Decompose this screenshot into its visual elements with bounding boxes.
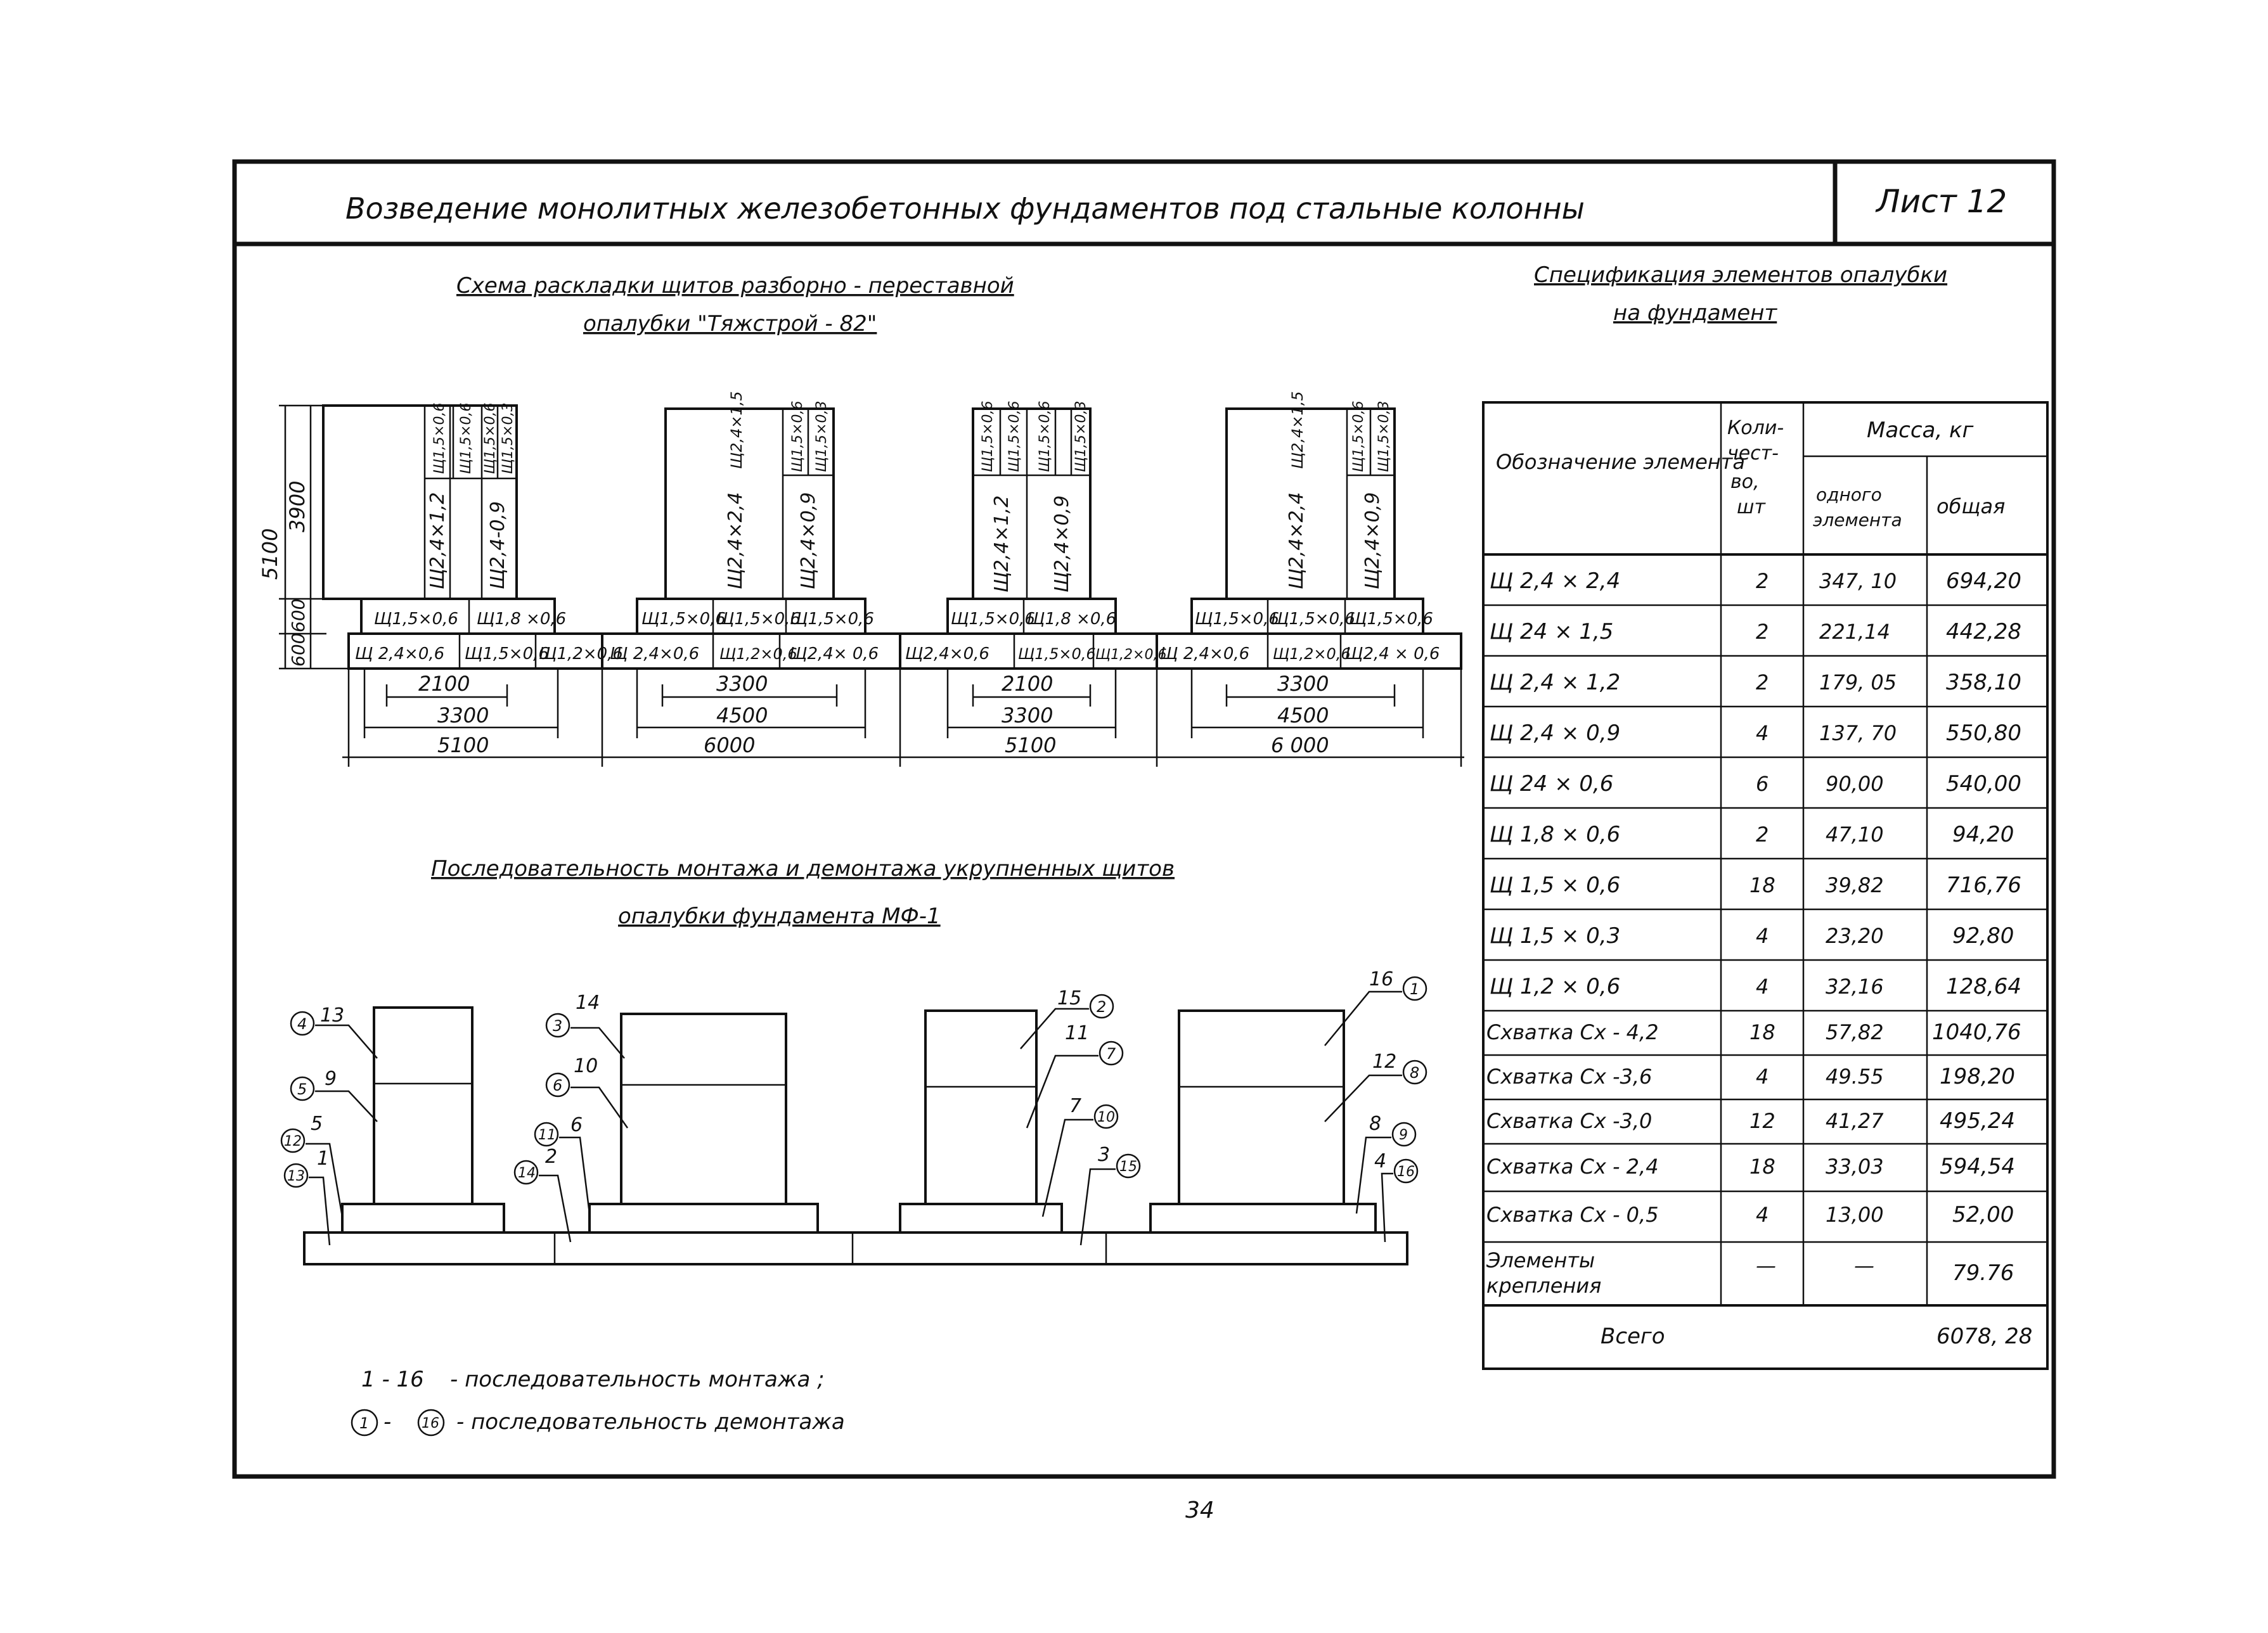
- svg-text:79.76: 79.76: [1952, 1260, 2014, 1286]
- svg-text:во,: во,: [1730, 471, 1760, 493]
- svg-text:Щ1,5×0,3: Щ1,5×0,3: [1073, 400, 1089, 472]
- svg-text:Щ2,4×1,2: Щ2,4×1,2: [427, 492, 449, 589]
- svg-text:3300: 3300: [437, 703, 489, 727]
- svg-text:Щ1,8 ×0,6: Щ1,8 ×0,6: [477, 610, 567, 629]
- svg-text:1: 1: [359, 1414, 370, 1432]
- svg-text:элемента: элемента: [1813, 509, 1902, 530]
- svg-text:3300: 3300: [1002, 703, 1053, 727]
- svg-text:49.55: 49.55: [1826, 1065, 1884, 1089]
- svg-text:550,80: 550,80: [1946, 720, 2021, 746]
- svg-text:5: 5: [311, 1113, 323, 1135]
- svg-text:Элементы: Элементы: [1486, 1248, 1595, 1272]
- svg-text:4: 4: [1374, 1150, 1387, 1172]
- svg-text:Щ2,4×0,9: Щ2,4×0,9: [797, 492, 820, 589]
- svg-text:Щ1,5×0,6: Щ1,5×0,6: [980, 400, 996, 472]
- svg-text:14: 14: [576, 992, 600, 1014]
- svg-text:92,80: 92,80: [1952, 923, 2014, 949]
- svg-text:Щ1,5×0,3: Щ1,5×0,3: [814, 400, 830, 472]
- svg-text:Схватка Сх -3,6: Схватка Сх -3,6: [1486, 1065, 1653, 1089]
- svg-text:Щ1,5×0,6: Щ1,5×0,6: [1195, 610, 1279, 629]
- svg-text:347, 10: 347, 10: [1819, 569, 1897, 593]
- svg-text:2: 2: [1756, 670, 1769, 695]
- svg-text:Щ 24 × 0,6: Щ 24 × 0,6: [1490, 771, 1614, 797]
- svg-text:Схватка Сх - 0,5: Схватка Сх - 0,5: [1486, 1203, 1659, 1227]
- sequence-callouts-block-1: [281, 1004, 377, 1245]
- svg-text:5100: 5100: [1005, 733, 1057, 757]
- svg-text:4500: 4500: [1277, 703, 1329, 727]
- svg-text:221,14: 221,14: [1819, 620, 1890, 644]
- svg-text:2: 2: [1756, 823, 1769, 847]
- svg-text:Щ1,5×0,6: Щ1,5×0,6: [432, 402, 448, 474]
- svg-text:4: 4: [1756, 1203, 1769, 1227]
- svg-text:Щ1,5×0,6: Щ1,5×0,6: [1271, 610, 1355, 629]
- page-number: 34: [1185, 1497, 1215, 1523]
- svg-text:52,00: 52,00: [1952, 1202, 2014, 1227]
- svg-text:Щ1,5×0,6: Щ1,5×0,6: [1037, 400, 1053, 472]
- svg-text:39,82: 39,82: [1826, 873, 1884, 897]
- svg-text:6: 6: [570, 1114, 583, 1136]
- svg-text:Щ2,4×0,6: Щ2,4×0,6: [905, 644, 989, 663]
- svg-text:Щ 1,2 × 0,6: Щ 1,2 × 0,6: [1490, 974, 1621, 999]
- svg-text:1: 1: [1410, 980, 1420, 998]
- scheme-block-1: [323, 403, 623, 669]
- svg-text:716,76: 716,76: [1946, 873, 2021, 898]
- svg-text:Щ2,4×0,9: Щ2,4×0,9: [1051, 495, 1073, 592]
- horizontal-dimensions: [342, 669, 1464, 767]
- svg-text:Щ2,4 × 0,6: Щ2,4 × 0,6: [1345, 644, 1440, 663]
- svg-text:Щ 2,4×0,6: Щ 2,4×0,6: [355, 644, 445, 663]
- scheme-title-line1: Схема раскладки щитов разборно - переставной: [456, 273, 1014, 298]
- svg-text:16: 16: [1369, 968, 1394, 990]
- svg-text:15: 15: [1057, 987, 1082, 1009]
- svg-text:Щ1,5×0,3: Щ1,5×0,3: [500, 402, 516, 474]
- svg-text:18: 18: [1749, 873, 1775, 897]
- svg-text:137, 70: 137, 70: [1819, 721, 1897, 745]
- svg-text:Щ2,4×2,4: Щ2,4×2,4: [725, 492, 747, 589]
- svg-text:Щ1,5×0,6: Щ1,5×0,6: [790, 610, 874, 629]
- svg-text:5100: 5100: [437, 733, 489, 757]
- svg-text:13,00: 13,00: [1826, 1203, 1884, 1227]
- svg-text:4500: 4500: [716, 703, 768, 727]
- scheme-block-4: [1157, 391, 1461, 669]
- svg-text:2100: 2100: [418, 672, 470, 696]
- svg-text:90,00: 90,00: [1826, 772, 1884, 796]
- dim-600-upper: 600: [288, 598, 309, 632]
- svg-text:128,64: 128,64: [1946, 974, 2021, 999]
- svg-text:5: 5: [297, 1080, 307, 1098]
- svg-text:47,10: 47,10: [1826, 823, 1884, 847]
- dim-5100-vertical: 5100: [258, 528, 282, 580]
- svg-text:4: 4: [1756, 975, 1769, 999]
- spec-table-header: [1496, 417, 2005, 530]
- svg-text:Щ1,5×0,6: Щ1,5×0,6: [465, 644, 549, 663]
- svg-text:3: 3: [553, 1017, 563, 1035]
- svg-text:-: -: [383, 1409, 392, 1435]
- svg-text:Схватка Сх -3,0: Схватка Сх -3,0: [1486, 1109, 1653, 1133]
- svg-text:общая: общая: [1936, 494, 2006, 518]
- svg-text:Щ2,4×0,9: Щ2,4×0,9: [1362, 492, 1384, 589]
- svg-text:540,00: 540,00: [1946, 771, 2021, 797]
- svg-text:4: 4: [1756, 924, 1769, 948]
- svg-text:—: —: [1756, 1253, 1776, 1278]
- sequence-title-line1: Последовательность монтажа и демонтажа укрупненных щитов: [431, 856, 1175, 881]
- svg-text:Щ2,4-0,9: Щ2,4-0,9: [487, 501, 509, 589]
- svg-text:крепления: крепления: [1486, 1274, 1602, 1298]
- svg-text:16: 16: [1397, 1164, 1415, 1180]
- svg-text:18: 18: [1749, 1155, 1775, 1179]
- svg-text:Масса, кг: Масса, кг: [1867, 418, 1974, 443]
- svg-text:Щ2,4×1,5: Щ2,4×1,5: [728, 391, 745, 469]
- sheet-frame: [235, 162, 2054, 1476]
- svg-text:1 - 16: 1 - 16: [361, 1367, 424, 1392]
- spec-title-line1: Спецификация элементов опалубки: [1534, 262, 1948, 288]
- svg-text:9: 9: [325, 1068, 337, 1090]
- svg-text:6: 6: [553, 1077, 563, 1094]
- svg-text:2100: 2100: [1002, 672, 1053, 696]
- svg-text:Щ 2,4 × 2,4: Щ 2,4 × 2,4: [1490, 568, 1621, 594]
- svg-text:Щ1,5×0,6: Щ1,5×0,6: [458, 402, 474, 474]
- svg-text:- последовательность демонтажа: - последовательность демонтажа: [456, 1409, 845, 1435]
- vertical-dimensions: [258, 406, 406, 669]
- svg-text:8: 8: [1369, 1113, 1382, 1135]
- sequence-callouts-block-3: [1021, 987, 1140, 1245]
- svg-text:4: 4: [1756, 721, 1769, 745]
- svg-text:Щ1,8 ×0,6: Щ1,8 ×0,6: [1027, 610, 1117, 629]
- svg-text:10: 10: [1097, 1110, 1115, 1125]
- svg-text:358,10: 358,10: [1946, 670, 2021, 695]
- svg-text:3300: 3300: [716, 672, 768, 696]
- sequence-legend: [352, 1367, 845, 1435]
- drawing-title: Возведение монолитных железобетонных фундаментов под стальные колонны: [345, 191, 1585, 226]
- svg-text:11: 11: [1065, 1022, 1090, 1044]
- svg-text:1040,76: 1040,76: [1932, 1020, 2021, 1045]
- svg-text:Щ1,5×0,6: Щ1,5×0,6: [716, 610, 801, 629]
- svg-text:8: 8: [1410, 1064, 1420, 1082]
- svg-text:41,27: 41,27: [1826, 1109, 1884, 1133]
- svg-text:Щ1,5×0,6: Щ1,5×0,6: [1351, 400, 1367, 472]
- svg-text:2: 2: [545, 1146, 558, 1168]
- svg-text:1: 1: [317, 1148, 330, 1170]
- svg-text:Щ 24 × 1,5: Щ 24 × 1,5: [1490, 619, 1614, 644]
- svg-text:13: 13: [320, 1004, 345, 1027]
- svg-text:694,20: 694,20: [1946, 568, 2021, 594]
- svg-text:Всего: Всего: [1601, 1324, 1665, 1349]
- svg-text:Щ1,5×0,3: Щ1,5×0,3: [1376, 400, 1392, 472]
- svg-text:33,03: 33,03: [1826, 1155, 1884, 1179]
- spec-title-line2: на фундамент: [1613, 300, 1777, 326]
- svg-text:32,16: 32,16: [1826, 975, 1884, 999]
- svg-text:Щ 1,5 × 0,3: Щ 1,5 × 0,3: [1490, 923, 1621, 949]
- svg-text:Щ1,2×0,6: Щ1,2×0,6: [1273, 645, 1351, 663]
- svg-text:2: 2: [1097, 998, 1107, 1016]
- svg-text:4: 4: [297, 1015, 307, 1033]
- svg-text:Схватка Сх - 2,4: Схватка Сх - 2,4: [1486, 1155, 1659, 1179]
- svg-text:7: 7: [1106, 1045, 1116, 1063]
- scheme-title-line2: опалубки "Тяжстрой - 82": [583, 311, 877, 336]
- svg-text:Коли-: Коли-: [1727, 417, 1784, 439]
- svg-text:57,82: 57,82: [1826, 1020, 1884, 1044]
- svg-text:6078, 28: 6078, 28: [1936, 1324, 2033, 1349]
- scheme-block-2: [602, 391, 900, 669]
- svg-text:—: —: [1854, 1253, 1874, 1278]
- svg-text:- последовательность монтажа ;: - последовательность монтажа ;: [450, 1367, 825, 1392]
- scheme-block-3: [900, 401, 1166, 669]
- svg-text:12: 12: [284, 1134, 302, 1150]
- svg-text:Щ1,2×0,6: Щ1,2×0,6: [719, 645, 797, 663]
- svg-text:495,24: 495,24: [1940, 1108, 2015, 1134]
- svg-text:3: 3: [1098, 1144, 1111, 1166]
- svg-text:14: 14: [518, 1165, 536, 1181]
- svg-text:6 000: 6 000: [1271, 733, 1329, 757]
- svg-text:2: 2: [1756, 620, 1769, 644]
- svg-text:11: 11: [538, 1127, 556, 1143]
- svg-text:Щ1,5×0,6: Щ1,5×0,6: [482, 402, 498, 474]
- svg-text:Щ2,4×1,2: Щ2,4×1,2: [991, 495, 1013, 592]
- svg-text:94,20: 94,20: [1952, 822, 2014, 847]
- sheet-label: Лист 12: [1876, 183, 2007, 220]
- svg-text:Щ1,5×0,6: Щ1,5×0,6: [951, 610, 1035, 629]
- svg-text:16: 16: [422, 1416, 439, 1431]
- sequence-callouts-block-4: [1325, 968, 1426, 1242]
- svg-text:442,28: 442,28: [1946, 619, 2021, 644]
- svg-text:Щ2,4×1,5: Щ2,4×1,5: [1289, 391, 1306, 469]
- svg-text:594,54: 594,54: [1940, 1154, 2015, 1179]
- sequence-title-line2: опалубки фундамента МФ-1: [618, 904, 941, 929]
- svg-text:Щ2,4×2,4: Щ2,4×2,4: [1285, 492, 1308, 589]
- svg-text:Щ1,2×0,6: Щ1,2×0,6: [1095, 647, 1167, 663]
- svg-text:12: 12: [1372, 1051, 1397, 1073]
- svg-text:Щ1,2×0,6: Щ1,2×0,6: [539, 644, 623, 663]
- svg-text:7: 7: [1069, 1095, 1082, 1117]
- svg-text:чест-: чест-: [1727, 442, 1779, 464]
- svg-text:18: 18: [1749, 1020, 1775, 1044]
- svg-text:Щ1,5×0,6: Щ1,5×0,6: [1018, 645, 1096, 663]
- svg-text:Щ 2,4×0,6: Щ 2,4×0,6: [1160, 644, 1250, 663]
- svg-text:Щ1,5×0,6: Щ1,5×0,6: [641, 610, 726, 629]
- sequence-elevation: [304, 1008, 1407, 1264]
- svg-text:Щ1,5×0,6: Щ1,5×0,6: [1007, 400, 1022, 472]
- svg-text:Щ 2,4 × 0,9: Щ 2,4 × 0,9: [1490, 720, 1621, 746]
- svg-text:9: 9: [1399, 1127, 1408, 1143]
- svg-text:Щ2,4× 0,6: Щ2,4× 0,6: [789, 644, 879, 663]
- dim-600-lower: 600: [288, 632, 309, 667]
- svg-text:одного: одного: [1816, 484, 1882, 505]
- svg-text:Щ1,5×0,6: Щ1,5×0,6: [374, 610, 458, 629]
- svg-text:Обозначение элемента: Обозначение элемента: [1496, 450, 1745, 474]
- svg-text:4: 4: [1756, 1065, 1769, 1089]
- svg-text:6000: 6000: [704, 733, 756, 757]
- svg-text:198,20: 198,20: [1940, 1064, 2015, 1089]
- svg-text:13: 13: [287, 1169, 305, 1184]
- spec-table-rows: [1486, 568, 2032, 1349]
- svg-text:179, 05: 179, 05: [1819, 670, 1897, 695]
- svg-text:Щ1,5×0,6: Щ1,5×0,6: [1349, 610, 1433, 629]
- svg-text:3300: 3300: [1277, 672, 1329, 696]
- svg-text:12: 12: [1749, 1109, 1775, 1133]
- svg-text:6: 6: [1756, 772, 1769, 796]
- svg-text:Схватка Сх - 4,2: Схватка Сх - 4,2: [1486, 1020, 1659, 1044]
- svg-text:Щ 2,4×0,6: Щ 2,4×0,6: [610, 644, 700, 663]
- svg-text:Щ 2,4 × 1,2: Щ 2,4 × 1,2: [1490, 670, 1621, 695]
- svg-text:15: 15: [1119, 1159, 1137, 1175]
- svg-text:23,20: 23,20: [1826, 924, 1884, 948]
- svg-text:шт: шт: [1737, 496, 1765, 518]
- svg-text:2: 2: [1756, 569, 1769, 593]
- svg-text:Щ 1,5 × 0,6: Щ 1,5 × 0,6: [1490, 873, 1621, 898]
- svg-text:10: 10: [574, 1055, 598, 1077]
- svg-text:Щ 1,8 × 0,6: Щ 1,8 × 0,6: [1490, 822, 1621, 847]
- dim-3900-vertical: 3900: [285, 480, 309, 532]
- svg-text:Щ1,5×0,6: Щ1,5×0,6: [790, 400, 806, 472]
